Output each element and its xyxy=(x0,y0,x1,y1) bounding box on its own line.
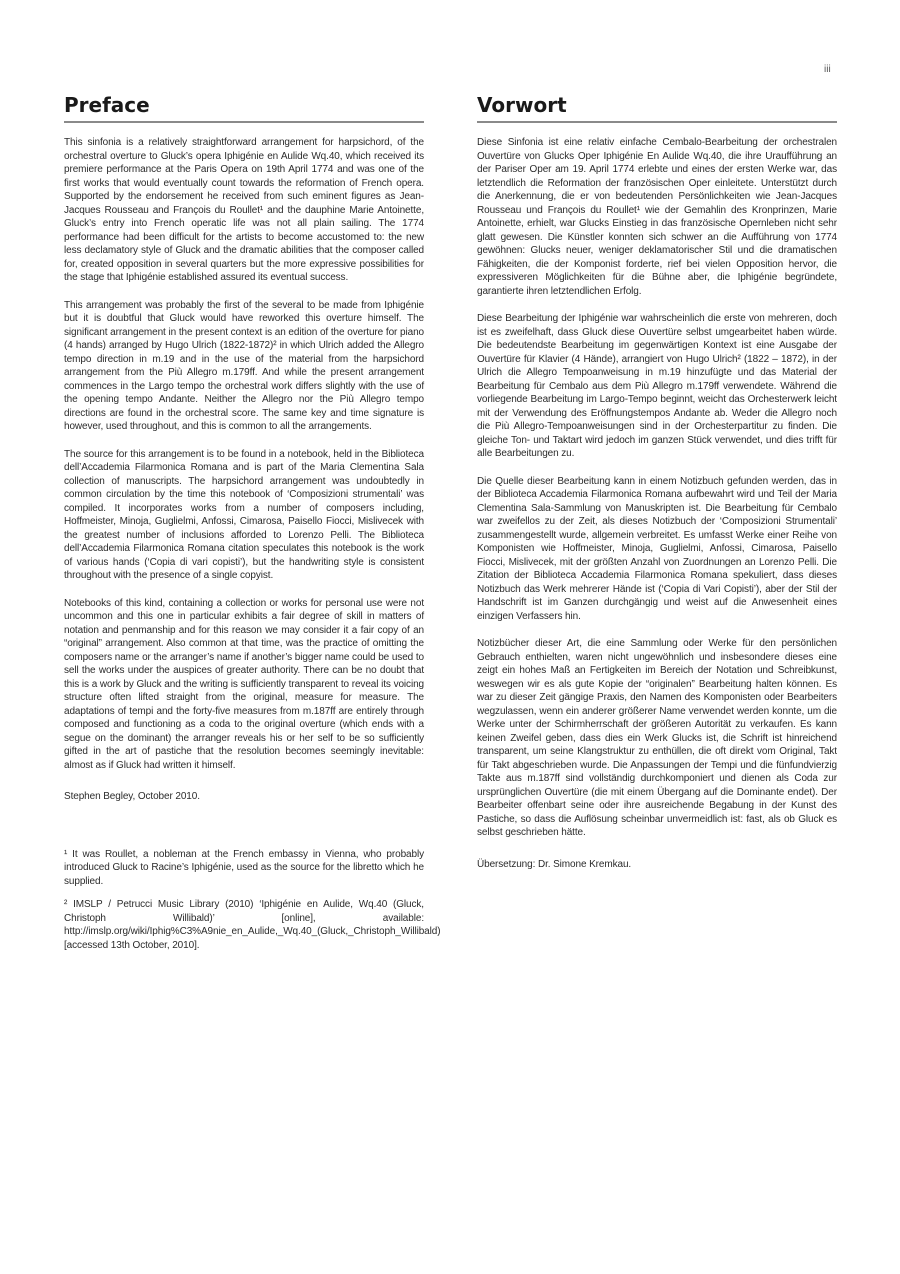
vorwort-body xyxy=(477,136,837,871)
vorwort-paragraph-3: Die Quelle dieser Bearbeitung kann in einem Notizbuch gefunden werden, das in der Biblioteca Accademia Filarmonica Romana aufbewahrt wird und Teil der Maria Clementina Sala-Sammlung von Manuskripten ist. Die Bearbeitung für Cembalo war zweifellos zu der Zeit, als dieses Notizbuch der ‘Composizioni Strumentali’ zusammengestellt wurde, allgemein verbreitet. Es umfasst Werke einer Reihe von Komponisten wie Hoffmeister, Minoja, Guglielmi, Anfossi, Cimarosa, Paisello Fiocci, Mislivecek, mit der größten Anzahl von Zuordnungen an Lorenzo Pelli. Die Zitation der Biblioteca Accademia Filarmonica Romana spekuliert, dass dieses Notizbuch das Werk mehrerer Hände ist (‘Copia di Vari Copisti’), aber der Stil der Handschrift ist im Ganzen durchgängig und weist auf die Anwesenheit eines einzigen Verfassers hin. xyxy=(477,475,837,622)
preface-paragraph-4: Notebooks of this kind, containing a collection or works for personal use were not uncommon and this one in particular exhibits a fair degree of skill in matters of notation and penmanship and for this reason we may consider it a fair copy of an “original” arrangement. Also common at that time, was the practice of omitting the composers name or the arranger’s name if another’s bigger name could be used to sell the works under the auspices of greater authority. There can be no doubt that this is a work by Gluck and the writing is sufficiently transparent to reveal its voicing structure often lifted straight from the original, measure for measure. The adaptations of tempi and the forty-five measures from m.187ff are entirely through composed and functioning as a coda to the original overture (which ends with a segue on the dominant) the arranger reveals his or her self to be so sufficiently gifted in the art of pastiche that the resolution becomes seemingly inevitable: almost as if Gluck had written it himself. xyxy=(64,597,424,771)
vorwort-paragraph-1: Diese Sinfonia ist eine relativ einfache Cembalo-Bearbeitung der orchestralen Ouvertüre von Glucks Oper Iphigénie En Aulide Wq.40, die ihre Uraufführung an der Pariser Oper am 19. April 1774 erlebte und eines der ersten Werke war, das letztendlich die Reformation der französischen Oper einleitete. Unterstützt durch die Anerkennung, die er von bedeutenden Persönlichkeiten wie Jean-Jacques Rousseau und François du Roullet¹ wie der Gemahlin des Kronprinzen, Marie Antoinette, erhielt, war Glucks Einstieg in das französische Opernleben nicht sehr glatt gewesen. Die Künstler konnten sich schwer an die Aufführung von 1774 gewöhnen: Glucks neuer, weniger deklamatorischer Stil und die dramatischen Fähigkeiten, die der Komponist forderte, rief bei vielen Opposition hervor, die expressiveren Möglichkeiten für die Bühne aber, die Iphigénie begründete, garantierte ihren letztendlichen Erfolg. xyxy=(477,137,837,297)
vorwort-heading: Vorwort xyxy=(477,93,837,123)
preface-body xyxy=(64,136,441,952)
preface-paragraph-3: The source for this arrangement is to be found in a notebook, held in the Biblioteca dell’Accademia Filarmonica Romana and is part of the Maria Clementina Sala collection of manuscripts. The harpsichord arrangement was undoubtedly in common circulation by the time this notebook of ‘Composizioni strumentali’ was compiled. It incorporates works from a number of composers including, Hoffmeister, Minoja, Guglielmi, Anfossi, Cimarosa, Paisello Fiocci, Mislivecek with the greatest number of inclusions afforded to Lorenzo Pelli. The Biblioteca dell’Accademia Filarmonica Romana citation speculates this notebook is the work of various hands (‘Copia di vari copisti’), but the handwriting style is consistent throughout with the presence of a single copyist. xyxy=(64,448,424,581)
preface-column xyxy=(64,93,441,962)
vorwort-column xyxy=(477,93,837,885)
page-number: iii xyxy=(824,64,831,75)
footnote-2: ² IMSLP / Petrucci Music Library (2010) ‘Iphigénie en Aulide, Wq.40 (Gluck, Christoph Willibald)’ [online], available: http://imslp.org/wiki/Iphig%C3%A9nie_en_Aulide,_Wq.40_(Gluck,_Christoph_Willibald) [accessed 13th October, 2010]. xyxy=(64,899,441,951)
preface-heading: Preface xyxy=(64,93,424,123)
preface-signature: Stephen Begley, October 2010. xyxy=(64,791,200,802)
preface-paragraph-2: This arrangement was probably the first of the several to be made from Iphigénie but it is doubtful that Gluck would have reworked this overture himself. The significant arrangement in the present context is an edition of the overture for piano (4 hands) arranged by Hugo Ulrich (1822-1872)² in which Ulrich added the Allegro tempo direction in m.19 and in the use of the material from the harpsichord arrangement from the Più Allegro m.179ff. And while the present arrangement commences in the Largo tempo the orchestral work differs slightly with the use of the opening tempo Andante. Neither the Allegro nor the Più Allegro tempo directions are found in the orchestral score. The same key and time signature is however, used throughout, and this is common to all the arrangements. xyxy=(64,299,424,432)
footnotes xyxy=(64,848,441,953)
preface-paragraph-1: This sinfonia is a relatively straightforward arrangement for harpsichord, of the orchestral overture to Gluck’s opera Iphigénie en Aulide Wq.40, which received its premiere performance at the Paris Opera on 19th April 1774 and was one of the first works that would eventually count towards the reformation of French opera. Supported by the endorsement he received from such eminent figures as Jean-Jacques Rousseau and François du Roullet¹ and the dauphine Marie Antoinette, Gluck’s entry into French operatic life was not all plain sailing. The 1774 performance had been difficult for the artists to become accustomed to: the new less declamatory style of Gluck and the dramatic abilities that the composer called for, created opposition in several quarters but the more expressive possibilities for the stage that Iphigénie established assured its eventual success. xyxy=(64,137,424,283)
translator-credit: Übersetzung: Dr. Simone Kremkau. xyxy=(477,858,632,870)
vorwort-paragraph-4: Notizbücher dieser Art, die eine Sammlung oder Werke für den persönlichen Gebrauch enthielten, waren nicht ungewöhnlich und insbesondere dieses eine zeigt ein hohes Maß an Fertigkeiten im Bereich der Notation und Schreibkunst, weswegen wir es als gute Kopie der “originalen” Bearbeitung halten können. Es war zu dieser Zeit gängige Praxis, den Namen des Komponisten oder Bearbeiters wegzulassen, wenn ein anderer größerer Name verwendet werden konnte, um die Werke unter der Schirmherrschaft der größeren Autorität zu verkaufen. Es kann keinen Zweifel geben, dass dies ein Werk Glucks ist, die Schrift ist hinreichend transparent, um seine Klangstruktur zu enthüllen, die oft direkt vom Original, Takt für Takt abgeschrieben wurde. Die Anpassungen der Tempi und die fünfundvierzig Takte aus m.187ff sind vollständig durchkomponiert und dienen als Coda zur ursprünglichen Ouvertüre (die mit einem Übergang auf die Dominante endet). Der Bearbeiter offenbart seine oder ihre ausreichende Begabung in der Kunst des Pastiche, so dass die Auflösung scheinbar unvermeidlich ist: fast, als ob Gluck es selbst geschrieben hätte. xyxy=(477,638,837,838)
vorwort-paragraph-2: Diese Bearbeitung der Iphigénie war wahrscheinlich die erste von mehreren, doch ist es zweifelhaft, dass Gluck diese Ouvertüre selbst umgearbeitet haben würde. Die bedeutendste Bearbeitung im gegenwärtigen Kontext ist eine Ausgabe der Ouvertüre für Klavier (4 Hände), arrangiert von Hugo Ulrich² (1822 – 1872), in der Ulrich die Allegro Tempoanweisung in m.19 hinzufügte und das Material der Bearbeitung für Cembalo aus dem Più Allegro m.179ff verwendete. Während die vorliegende Bearbeitung im Largo-Tempo beginnt, weicht das Orchesterwerk leicht mit der Verwendung des Eröffnungstempos Andante ab. Weder die Allegro noch die Più Allegro-Tempoanweisungen sind in der Orchesterpartitur zu finden. Die gleiche Ton- und Taktart wird jedoch im ganzen Stück verwendet, und dies trifft für alle Bearbeitungen zu. xyxy=(477,313,837,459)
footnote-1: ¹ It was Roullet, a nobleman at the French embassy in Vienna, who probably introduced Gluck to Racine’s Iphigénie, used as the source for the libretto which he supplied. xyxy=(64,848,424,887)
